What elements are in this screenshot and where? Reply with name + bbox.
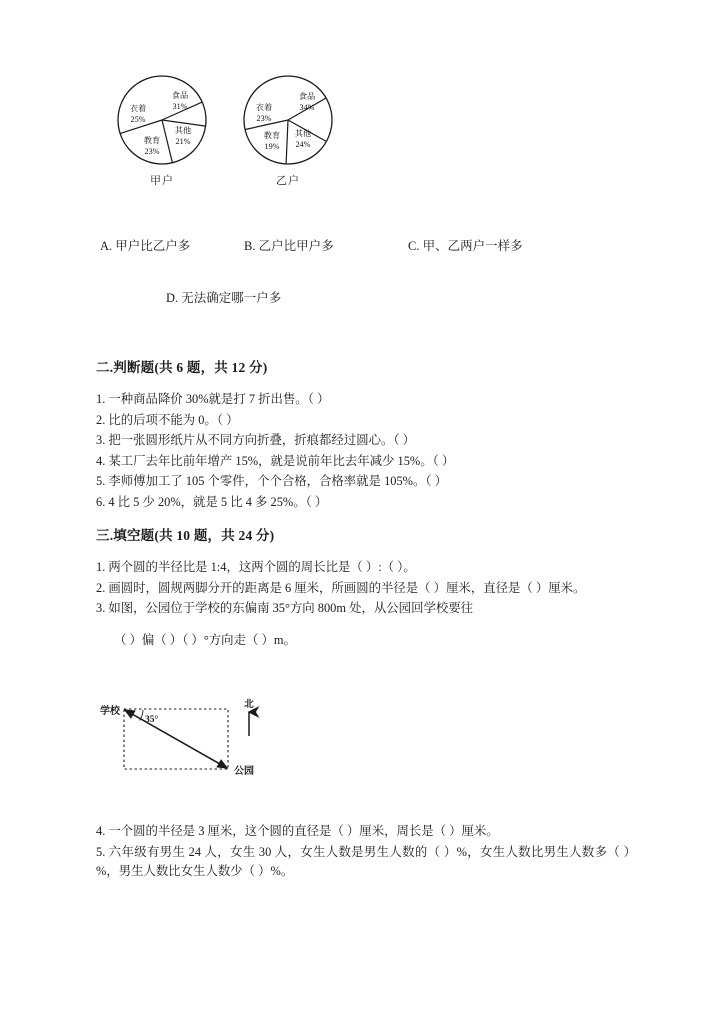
option-a[interactable]: A. 甲户比乙户多 (100, 239, 191, 253)
pie-slice-value: 23% (144, 147, 160, 156)
pie-labels-jia (114, 72, 210, 168)
section-fill-blank (96, 524, 636, 651)
direction-diagram (98, 692, 338, 802)
section-true-false (96, 356, 636, 513)
pie-slice-label: 教育 (263, 131, 281, 140)
option-row-bottom (96, 288, 636, 314)
tf-question-1: 1. 一种商品降价 30%就是打 7 折出售。（ ） (96, 392, 330, 406)
choice-options (96, 236, 636, 305)
pie-slice-label: 其他 (294, 129, 312, 138)
pie-slice-value: 19% (264, 142, 280, 151)
pie-slice-value: 34% (299, 103, 315, 112)
option-c[interactable]: C. 甲、乙两户一样多 (408, 239, 523, 253)
pie-chart-figure (96, 72, 396, 200)
section-fill-blank-continued (96, 822, 636, 883)
fill-question-3-line1: 3. 如图，公园位于学校的东偏南 35°方向 800m 处，从公园回学校要往 (96, 601, 474, 615)
pie-graphic-jia (114, 72, 210, 168)
pie-caption-jia: 甲户 (150, 175, 174, 187)
pie-slice-label: 教育 (143, 136, 161, 145)
option-row-top (96, 236, 636, 262)
school-label: 学校 (100, 706, 120, 717)
pie-slice-label: 衣着 (255, 103, 273, 112)
pie-slice-label: 其他 (174, 126, 192, 135)
pie-slice-label: 食品 (298, 92, 316, 101)
north-label: 北 (244, 700, 254, 710)
pie-slice-value: 23% (256, 114, 272, 123)
tf-question-2: 2. 比的后项不能为 0。（ ） (96, 412, 239, 427)
fill-question-5: 5. 六年级有男生 24 人，女生 30 人，女生人数是男生人数的（ ）%，女生人数比男生人数多（ ）%，男生人数比女生人数少（ ）%。 (96, 844, 636, 878)
fill-question-1: 1. 两个圆的半径比是 1:4，这两个圆的周长比是（ ）:（ ）。 (96, 560, 416, 574)
pie-slice-value: 25% (130, 115, 146, 124)
direction-diagram-svg (98, 692, 338, 802)
pie-slice-value: 24% (295, 140, 311, 149)
angle-label: 35° (145, 715, 159, 725)
pie-chart-yi (236, 72, 340, 188)
pie-labels-yi (240, 72, 336, 168)
tf-question-4: 4. 某工厂去年比前年增产 15%，就是说前年比去年减少 15%。（ ） (96, 453, 455, 468)
section-heading-fill-blank: 三.填空题(共 10 题，共 24 分) (96, 528, 275, 543)
park-label: 公园 (234, 766, 254, 777)
pie-slice-label: 衣着 (129, 104, 147, 113)
option-d[interactable]: D. 无法确定哪一户多 (166, 291, 282, 305)
tf-question-5: 5. 李师傅加工了 105 个零件，个个合格，合格率就是 105%。（ ） (96, 474, 448, 488)
fill-question-2: 2. 画圆时，圆规两脚分开的距离是 6 厘米，所画圆的半径是（ ）厘米，直径是（ ）厘米。 (96, 580, 586, 595)
pie-graphic-yi (240, 72, 336, 168)
pie-caption-yi: 乙户 (276, 175, 300, 187)
pie-slice-value: 31% (172, 102, 188, 111)
pie-chart-jia (110, 72, 214, 188)
fill-question-3-line2: （ ）偏（ ）（ ）°方向走（ ）m。 (114, 632, 296, 647)
fill-question-4: 4. 一个圆的半径是 3 厘米，这个圆的直径是（ ）厘米，周长是（ ）厘米。 (96, 824, 499, 838)
option-b[interactable]: B. 乙户比甲户多 (244, 239, 334, 253)
pie-slice-value: 21% (175, 137, 191, 146)
section-heading-true-false: 二.判断题(共 6 题，共 12 分) (96, 360, 268, 375)
pie-slice-label: 食品 (171, 91, 189, 100)
tf-question-3: 3. 把一张圆形纸片从不同方向折叠，折痕都经过圆心。（ ） (96, 433, 416, 447)
tf-question-6: 6. 4 比 5 少 20%，就是 5 比 4 多 25%。（ ） (96, 494, 328, 509)
